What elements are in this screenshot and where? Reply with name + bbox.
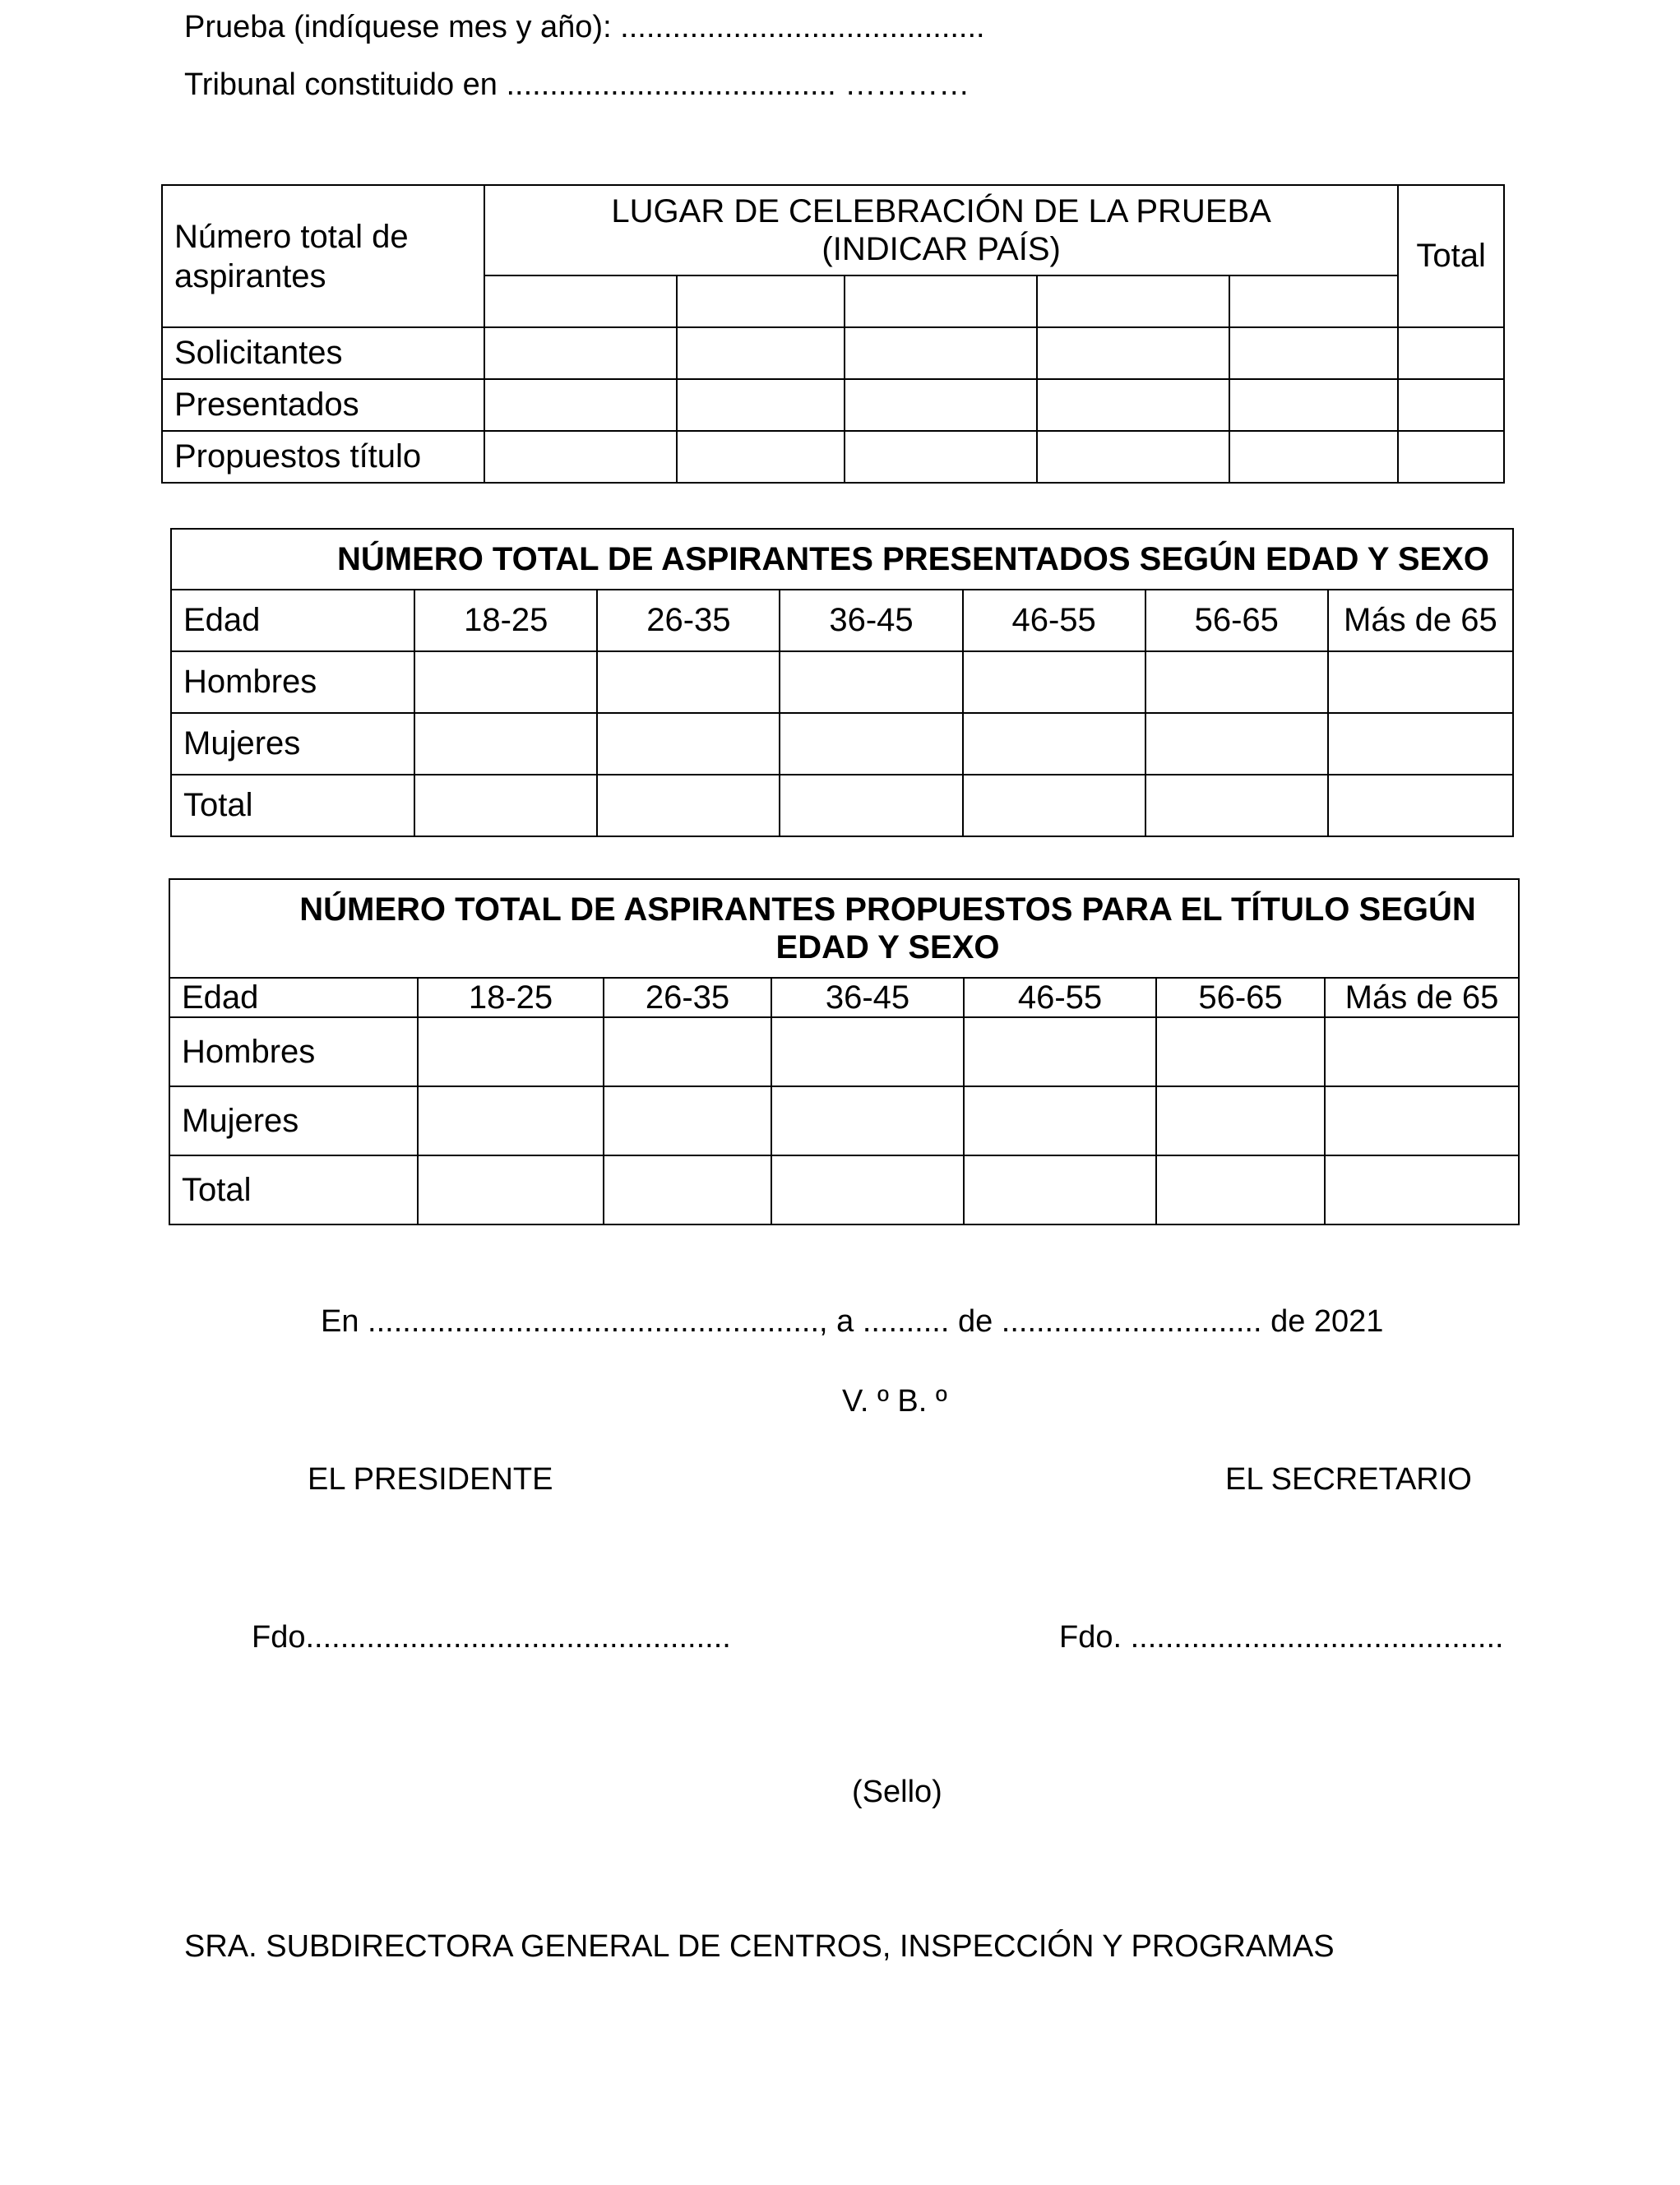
age-group-26-35: 26-35 [604, 978, 771, 1017]
data-cell[interactable] [963, 651, 1145, 713]
data-cell[interactable] [414, 775, 597, 836]
row-label-presentados: Presentados [162, 379, 484, 431]
propuestos-title-line2: EDAD Y SEXO [775, 929, 1000, 965]
data-cell[interactable] [780, 713, 962, 775]
data-cell[interactable] [604, 1155, 771, 1224]
data-cell[interactable] [845, 379, 1037, 431]
data-cell[interactable] [1037, 431, 1229, 483]
presidente-label: EL PRESIDENTE [308, 1462, 553, 1497]
row-label-hombres: Hombres [169, 1017, 418, 1086]
data-cell[interactable] [418, 1086, 604, 1155]
row-header-numero-total [162, 185, 484, 327]
age-group-18-25: 18-25 [418, 978, 604, 1017]
row-label-mujeres: Mujeres [171, 713, 414, 775]
age-group-46-55: 46-55 [964, 978, 1156, 1017]
data-cell[interactable] [1156, 1155, 1325, 1224]
presentados-title: NÚMERO TOTAL DE ASPIRANTES PRESENTADOS SEGÚN EDAD Y SEXO [171, 529, 1513, 590]
data-cell[interactable] [771, 1086, 964, 1155]
data-cell[interactable] [597, 713, 780, 775]
data-cell[interactable] [597, 651, 780, 713]
presentados-table [170, 528, 1514, 837]
data-cell[interactable] [1229, 431, 1398, 483]
age-group-36-45: 36-45 [780, 590, 962, 651]
data-cell[interactable] [1145, 775, 1328, 836]
data-cell[interactable] [780, 651, 962, 713]
row-label-solicitantes: Solicitantes [162, 327, 484, 379]
age-group-mas-de-65: Más de 65 [1328, 590, 1513, 651]
data-cell[interactable] [963, 713, 1145, 775]
vobo-label: V. º B. º [842, 1384, 947, 1419]
data-cell[interactable] [484, 327, 677, 379]
lugar-table [161, 184, 1505, 484]
age-label: Edad [171, 590, 414, 651]
data-cell[interactable] [414, 713, 597, 775]
data-cell[interactable] [771, 1017, 964, 1086]
data-cell[interactable] [1037, 379, 1229, 431]
data-cell[interactable] [1229, 379, 1398, 431]
data-cell[interactable] [964, 1086, 1156, 1155]
row-label-total: Total [169, 1155, 418, 1224]
data-cell[interactable] [484, 379, 677, 431]
data-cell[interactable] [597, 775, 780, 836]
fdo-secretario-line: Fdo. ........................................... [1059, 1620, 1504, 1655]
total-cell[interactable] [1398, 379, 1504, 431]
data-cell[interactable] [1229, 327, 1398, 379]
place-date-line: En ...................................................., a .......... de .............................. de 2021 [321, 1304, 1384, 1339]
data-cell[interactable] [845, 431, 1037, 483]
data-cell[interactable] [1145, 713, 1328, 775]
propuestos-title-line1: NÚMERO TOTAL DE ASPIRANTES PROPUESTOS PARA EL TÍTULO SEGÚN [299, 891, 1476, 928]
age-group-mas-de-65: Más de 65 [1325, 978, 1519, 1017]
data-cell[interactable] [1037, 327, 1229, 379]
secretario-label: EL SECRETARIO [1225, 1462, 1472, 1497]
data-cell[interactable] [845, 327, 1037, 379]
total-cell[interactable] [1398, 327, 1504, 379]
data-cell[interactable] [418, 1017, 604, 1086]
data-cell[interactable] [1325, 1086, 1519, 1155]
data-cell[interactable] [780, 775, 962, 836]
data-cell[interactable] [1145, 651, 1328, 713]
data-cell[interactable] [604, 1017, 771, 1086]
data-cell[interactable] [1328, 775, 1513, 836]
country-cell[interactable] [677, 275, 845, 327]
addressee-line: SRA. SUBDIRECTORA GENERAL DE CENTROS, INSPECCIÓN Y PROGRAMAS [184, 1929, 1335, 1964]
lugar-header-line1: LUGAR DE CELEBRACIÓN DE LA PRUEBA [611, 193, 1271, 229]
data-cell[interactable] [677, 327, 845, 379]
data-cell[interactable] [484, 431, 677, 483]
country-cell[interactable] [845, 275, 1037, 327]
data-cell[interactable] [604, 1086, 771, 1155]
data-cell[interactable] [1328, 713, 1513, 775]
data-cell[interactable] [964, 1017, 1156, 1086]
numero-total-label: Número total de aspirantes [174, 218, 409, 294]
data-cell[interactable] [677, 379, 845, 431]
total-column-header: Total [1398, 185, 1504, 327]
country-cell[interactable] [484, 275, 677, 327]
age-group-56-65: 56-65 [1156, 978, 1325, 1017]
propuestos-table [169, 878, 1520, 1225]
data-cell[interactable] [1328, 651, 1513, 713]
total-cell[interactable] [1398, 431, 1504, 483]
age-group-36-45: 36-45 [771, 978, 964, 1017]
data-cell[interactable] [1156, 1017, 1325, 1086]
prueba-line: Prueba (indíquese mes y año): .......................................... [184, 10, 985, 44]
row-label-mujeres: Mujeres [169, 1086, 418, 1155]
lugar-header-line2: (INDICAR PAÍS) [821, 231, 1061, 267]
country-cell[interactable] [1229, 275, 1398, 327]
data-cell[interactable] [418, 1155, 604, 1224]
lugar-column-header [484, 185, 1398, 275]
age-group-26-35: 26-35 [597, 590, 780, 651]
data-cell[interactable] [964, 1155, 1156, 1224]
age-group-46-55: 46-55 [963, 590, 1145, 651]
data-cell[interactable] [677, 431, 845, 483]
data-cell[interactable] [1325, 1017, 1519, 1086]
row-label-hombres: Hombres [171, 651, 414, 713]
propuestos-title [169, 879, 1519, 978]
fdo-presidente-line: Fdo................................................. [252, 1620, 731, 1655]
row-label-total: Total [171, 775, 414, 836]
row-label-propuestos-titulo: Propuestos título [162, 431, 484, 483]
age-group-18-25: 18-25 [414, 590, 597, 651]
data-cell[interactable] [1325, 1155, 1519, 1224]
country-cell[interactable] [1037, 275, 1229, 327]
age-label: Edad [169, 978, 418, 1017]
data-cell[interactable] [414, 651, 597, 713]
data-cell[interactable] [1156, 1086, 1325, 1155]
sello-label: (Sello) [852, 1775, 942, 1809]
data-cell[interactable] [963, 775, 1145, 836]
tribunal-line: Tribunal constituido en ...................................... ………… [184, 67, 970, 102]
age-group-56-65: 56-65 [1145, 590, 1328, 651]
data-cell[interactable] [771, 1155, 964, 1224]
